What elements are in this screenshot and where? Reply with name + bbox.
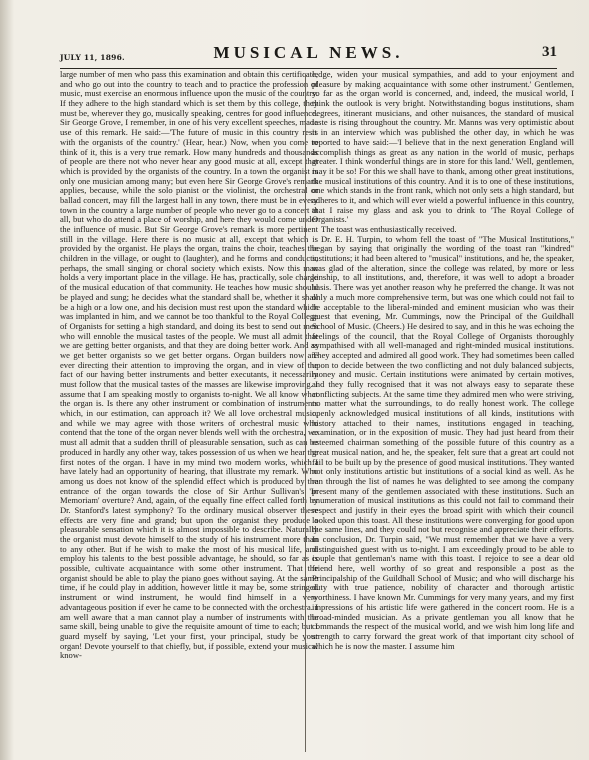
masthead-title: MUSICAL NEWS. xyxy=(213,43,404,62)
issue-date: JULY 11, 1896. xyxy=(60,53,125,62)
right-paragraph: Dr. E. H. Turpin, to whom fell the toast of "The Musical Institutions," began by saying that originally the wording of the toast ran "kindred" institutions; it had been altered to "musical" institutions, and he, the speaker, was glad of the alteration, since the college was related, by more or less kinship, to all institutions, and, therefore, it was well to adopt a broader basis. There was yet another reason why he preferred the change. It was not only a much more comprehensive term, but was one which could not fail to be acceptable to the liberal-minded and eminent musician who was their guest that evening, Mr. Cummings, now the Principal of the Guildhall School of Music. (Cheers.) He desired to say, and in this he was echoing the feelings of the council, that the Royal College of Organists thoroughly sympathised with all well-managed and right-minded musical institutions. They accepted and admired all good work. They had sometimes been called upon to decide between the two conflicting and not duly balanced subjects, money and music. Certain institutions were animated by certain motives, and they fully recognised that it was not always easy to separate these conflicting subjects. At the same time they admired men who were striving, no matter what the surroundings, to do really honest work. The college openly acknowledged musical institutions of all kinds, institutions with history attached to their names, institutions engaged in teaching, examination, or in the exposition of music. They had just heard from their esteemed chairman something of the possible future of this country as a great musical nation, and he, the speaker, felt sure that a great art could not fail to be built up by the presence of good musical institutions. They wanted not only institutions artistic but institutions of a social kind as well. As he ran through the list of names he was delighted to see among the company present many of the gentlemen associated with these institutions. Such an enumeration of musical institutions as this could not fail to command their respect and justify in their eyes the broad spirit with which their council looked upon this toast. All these institutions were converging for good upon the same lines, and they could not but recognise and appreciate their efforts. In conclusion, Dr. Turpin said, "We must remember that we have a very distinguished guest with us to-night. I am exceedingly proud to be able to couple that gentleman's name with this toast. I rejoice to see a dear old friend here, well worthy of so great and responsible a post as the Principalship of the Guildhall School of Music; and who will discharge his duty with true patience, nobility of character and thorough artistic worthiness. I have known Mr. Cummings for very many years, and my first impressions of his artistic life were gathered in the concert room. He is a broad-minded musician. As a private gentleman you all know that he commands the respect of the musical world, and we wish him long life and strength to carry forward the great work of that important city school of which he is now the master. I assume him xyxy=(312,233,574,651)
binding-shadow xyxy=(0,0,14,760)
left-paragraph: large number of men who pass this examination and obtain this certificate, and who go out into the country to teach and to practice the profession of music, must exercise an enormous influence upon the music of the country. If they adhere to the high standard which is set them by this college, they must be, wherever they go, musically speaking, centres for good influence. Sir George Grove, I remember, in one of his very excellent speeches, made use of this remark. He said:—'The future of music in this country rests with the organists of the country.' (Hear, hear.) Now, when you come to think of it, this is a very true remark. How many hundreds and thousands of people are there not who never hear any good music at all, except that which is provided by the organists of the country. In a town the organist is only one musician among many; but even here Sir George Grove's remark applies, because, while the solo pianist or the violinist, the orchestral or ballad concert, may fill the largest hall in any town, there must be in every town in the country a large number of people who never go to a concert at all, but who do attend a place of worship, and here they would come under the influence of music. But Sir George Grove's remark is more pertinent still in the village. Here there is no music at all, except that which is provided by the organist. He plays the organ, trains the choir, teaches the children in the village, or ought to (laughter), and he forms and conducts, perhaps, the small singing or choral society which exists. Now this man holds a very important place in the village. He has, practically, sole charge of the musical education of that community. He teaches how music should be played and sung; he decides what the standard shall be, whether it shall be a high or a low one, and his decision must rest upon the standard which was implanted in him, and we cannot be too thankful to the Royal College of Organists for setting a high standard, and doing its best to send out men who will ennoble the musical tastes of the people. We must all admit that we are getting better organists, and that they are doing better work. And as we get better organists so we get better organs. Organ builders now are ever directing their attention to improving the organ, and in view of the fact of our having better instruments and better executants, it necessarily must follow that the musical tastes of the masses are likewise improving. I assume that I am speaking mostly to organists to-night. We all know what the organ is. Is there any other instrument or combination of instruments which, in our estimation, can approach it? We all love orchestral music, and while we may agree with those writers of orchestral music who contend that the tone of the organ never blends well with the orchestra, we must all admit that a sudden thrill of pleasurable sensation, such as can be produced in hardly any other way, takes possession of us when we hear the first notes of the organ. I have in my mind two modern works, which I have lately had an opportunity of hearing, that illustrate my remark. Who among us does not know of the splendid effect which is produced by the entrance of the organ towards the close of Sir Arthur Sullivan's 'In Memoriam' overture? And, again, of the equally fine effect called forth by Dr. Stanford's latest symphony? To the ordinary musical observer these effects are very fine and grand; but upon the organist they produce a pleasurable sensation which it is almost impossible to describe. Naturally the organist must devote himself to the study of his instrument more than to any other. But if he wish to make the most of his musical life, and employ his talents to the best possible advantage, he should, so far as is possible, cultivate acquaintance with some other instrument. That the organist should be able to play the piano goes without saying. At the same time, if he could play in addition, however little it may be, some stringed instrument or wind instrument, he would find himself in a very advantageous position if ever he came to be connected with the orchestra. I am well aware that a man cannot play a number of instruments with the same skill, being unable to give the requisite amount of time to each; but I guard myself by saying, 'Let your first, your principal, study be your organ! Devote yourself to that chiefly, but, if possible, extend your musical know- xyxy=(60,70,318,661)
column-divider xyxy=(305,74,306,752)
page-number: 31 xyxy=(542,44,557,60)
header-rule xyxy=(60,68,557,69)
left-column xyxy=(60,70,318,754)
page-header xyxy=(60,40,557,64)
right-paragraph: ledge, widen your musical sympathies, and add to your enjoyment and pleasure by making acquaintance with some other instrument.' Gentlemen, so far as the organ world is concerned, and, indeed, the musical world, I think the outlook is very bright. Notwithstanding bogus institutions, sham degrees, itinerant musicians, and other nuisances, the standard of musical taste is rising throughout the country. Mr. Manns was very optimistic about it in an interview which was published the other day, in which he was reported to have said:—'I believe that in the next generation England will accomplish things as great as any nation in the world of music, perhaps greater. I think wonderful things are in store for this land.' Well, gentlemen, may it be so! For this we shall have to thank, among other great institutions, the musical institutions of this country. And it is to one of these institutions, one which stands in the front rank, which not only sets a high standard, but adheres to it, and which will ever wield a powerful influence in this country, that I raise my glass and ask you to drink to 'The Royal College of Organists.' xyxy=(312,70,574,225)
right-column xyxy=(312,70,574,754)
right-paragraph: The toast was enthusiastically received. xyxy=(321,224,457,234)
